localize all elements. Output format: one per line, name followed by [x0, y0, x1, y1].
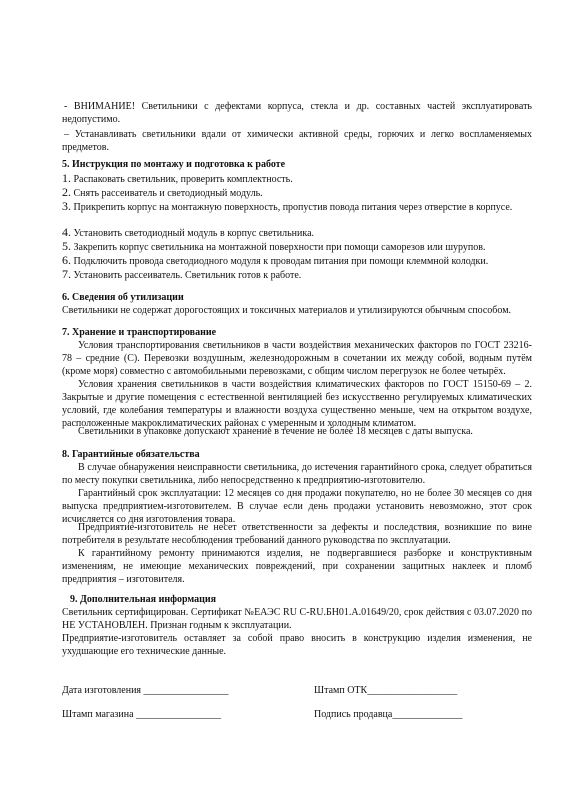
step-number: 2.: [62, 185, 71, 199]
section7-title: 7. Хранение и транспортирование: [62, 327, 217, 338]
section7-storage-term: Светильники в упаковке допускают хранение в течение не более 18 месяцев с даты выпуска.: [78, 426, 473, 437]
section8-p1: В случае обнаружения неисправности светильника, до истечения гарантийного срока, следует обратиться по месту покупки светильника, либо непосредственно к предприятию-изготовителю.: [62, 462, 532, 486]
step-number: 3.: [62, 199, 71, 213]
step-text: Распаковать светильник, проверить комплектность.: [73, 174, 293, 185]
step-text: Установить светодиодный модуль в корпус светильника.: [73, 228, 315, 239]
install-step: [62, 254, 532, 268]
step-text: Закрепить корпус светильника на монтажной поверхности при помощи саморезов или шурупов.: [73, 242, 486, 253]
manufacture-date-field: Дата изготовления _________________: [62, 685, 229, 696]
step-number: 6.: [62, 253, 71, 267]
section8-p4: К гарантийному ремонту принимаются изделия, не подвергавшиеся разборке и конструктивным изменениям, не имеющие механических повреждений, при сохранении защитных наклеек и пломб предприятия – изготовителя.: [62, 548, 532, 585]
section8-p2: Гарантийный срок эксплуатации: 12 месяцев со дня продажи покупателю, но не более 30 месяцев со дня выпуска предприятием-изготовителем. В случае если день продажи установить невозможно, этот срок исчисляется со дня изготовления товара.: [62, 488, 532, 525]
step-text: Прикрепить корпус на монтажную поверхность, пропустив повода питания через отверстие в корпусе.: [73, 202, 513, 213]
section8-title: 8. Гарантийные обязательства: [62, 449, 200, 460]
install-step: [62, 240, 532, 254]
install-step: [62, 226, 532, 240]
step-number: 1.: [62, 171, 71, 185]
section7-transport: Условия транспортирования светильников в части воздействия механических факторов по ГОСТ 23216-78 – средние (С). Перевозки воздушным, железнодорожным в сочетании их между собой, водным путём (кроме моря) совместно с автомобильными перевозками, с общим числом перегрузок не более четырёх.: [62, 340, 532, 377]
section7-storage: Условия хранения светильников в части воздействия климатических факторов по ГОСТ 15150-69 – 2. Закрытые и другие помещения с естественной вентиляцией без искусственно регулируемых климатических условий, где колебания температуры и влажности воздуха существенно меньше, чем на открытом воздухе, расположенные макроклиматических районах с умеренным и холодным климатом.: [62, 379, 532, 429]
install-step: [62, 268, 532, 282]
install-step: [62, 172, 532, 186]
otk-stamp-field: Штамп ОТК__________________: [314, 685, 458, 696]
seller-signature-field: Подпись продавца______________: [314, 709, 463, 720]
install-step: [62, 186, 532, 200]
install-step: [62, 200, 532, 214]
step-text: Установить рассеиватель. Светильник готов к работе.: [73, 270, 302, 281]
shop-stamp-field: Штамп магазина _________________: [62, 709, 222, 720]
section9-rights: Предприятие-изготовитель оставляет за собой право вносить в конструкцию изделия изменения, не ухудшающие его технические данные.: [62, 633, 532, 657]
section9-title: 9. Дополнительная информация: [70, 594, 217, 605]
step-text: Подключить провода светодиодного модуля к проводам питания при помощи клеммной колодки.: [73, 256, 489, 267]
step-number: 7.: [62, 267, 71, 281]
section8-p3: Предприятие-изготовитель не несет ответственности за дефекты и последствия, возникшие по вине потребителя в результате несоблюдения требований данного руководства по эксплуатации.: [62, 522, 532, 546]
section5-title: 5. Инструкция по монтажу и подготовка к работе: [62, 159, 286, 170]
warning-chemicals: – Устанавливать светильники вдали от химически активной среды, горючих и легко воспламеняемых предметов.: [62, 129, 532, 153]
section6-text: Светильники не содержат дорогостоящих и токсичных материалов и утилизируются обычным способом.: [62, 305, 512, 316]
warning-defects: - ВНИМАНИЕ! Светильники с дефектами корпуса, стекла и др. составных частей эксплуатировать недопустимо.: [62, 101, 532, 125]
section6-title: 6. Сведения об утилизации: [62, 292, 184, 303]
step-text: Снять рассеиватель и светодиодный модуль.: [73, 188, 263, 199]
step-number: 4.: [62, 225, 71, 239]
step-number: 5.: [62, 239, 71, 253]
section9-certificate: Светильник сертифицирован. Сертификат №ЕАЭС RU C-RU.БН01.А.01649/20, срок действия с 03.07.2020 по НЕ УСТАНОВЛЕН. Признан годным к эксплуатации.: [62, 607, 532, 631]
